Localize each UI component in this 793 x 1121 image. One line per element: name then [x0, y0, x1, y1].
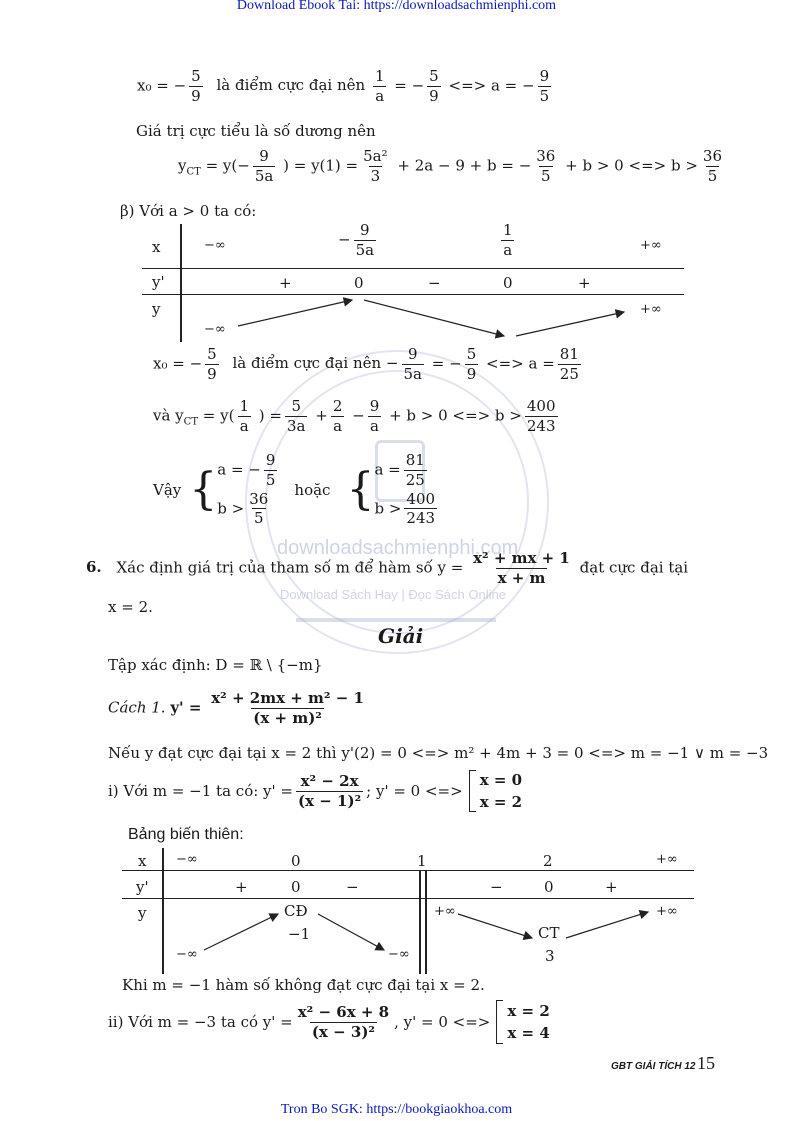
text: đạt cực đại tại — [579, 558, 689, 577]
numerator: x² − 6x + 8 — [297, 1002, 390, 1021]
y-min-value: 3 — [545, 947, 555, 965]
y-min-label: CT — [538, 924, 560, 942]
line-no-max: Khi m = −1 hàm số không đạt cực đại tại x = 2. — [122, 976, 485, 994]
text: ; y' = 0 <=> — [366, 782, 463, 800]
text: + b > 0 <=> b > — [389, 406, 522, 425]
text: hoặc — [294, 480, 331, 499]
text: y' = — [170, 698, 202, 717]
text: là điểm cực đại nên − — [232, 354, 399, 373]
watermark-site: downloadsachmienphi.com — [277, 537, 519, 559]
denominator: a — [503, 240, 513, 259]
text: a = — [374, 460, 401, 479]
numerator: 81 — [559, 345, 579, 363]
question-number: 6. — [86, 558, 102, 577]
numerator: 81 — [405, 451, 425, 469]
text: b > — [374, 498, 402, 517]
numerator: 9 — [265, 451, 276, 469]
text: = y(− — [205, 156, 250, 175]
denominator: x + m — [497, 568, 546, 587]
numerator: 36 — [249, 489, 269, 508]
denominator: 25 — [405, 470, 425, 489]
row-label-yprime: y' — [136, 878, 149, 896]
y-max-value: −1 — [288, 925, 311, 943]
text: , y' = 0 <=> — [394, 1013, 491, 1031]
text: ii) Với m = −3 ta có y' = — [108, 1013, 293, 1031]
numerator: 5 — [291, 397, 301, 415]
line-min-positive: Giá trị cực tiểu là số dương nên — [136, 122, 376, 140]
numerator: 400 — [406, 489, 436, 508]
denominator: 25 — [559, 364, 579, 383]
footer-book-title: GBT GIẢI TÍCH 12 — [611, 1061, 696, 1072]
question-6-cont: x = 2. — [108, 598, 153, 616]
numerator: 2 — [332, 397, 343, 415]
row-label-y: y — [152, 300, 161, 318]
arrow-decreasing — [458, 914, 532, 938]
watermark-tagline: Download Sách Hay | Đọc Sách Online — [280, 587, 506, 602]
text: = y( — [202, 406, 235, 425]
denominator: 5a — [355, 240, 375, 259]
numerator: 5 — [207, 345, 217, 363]
denominator: 9 — [429, 86, 439, 105]
system-brace: { — [346, 463, 375, 515]
numerator: 5 — [191, 67, 201, 85]
text: và y — [153, 406, 184, 425]
numerator: 9 — [407, 345, 418, 363]
text: b > — [217, 498, 245, 517]
numerator: 1 — [374, 67, 385, 85]
text: = − — [394, 76, 425, 95]
text: Xác định giá trị của tham số m để hàm số y = — [116, 558, 464, 577]
numerator: 36 — [536, 147, 556, 165]
x-minus-inf: −∞ — [204, 238, 226, 253]
x-plus-inf: +∞ — [640, 238, 662, 253]
denominator: 9 — [191, 86, 201, 105]
denominator: 9 — [466, 364, 477, 383]
line-table-title: Bảng biến thiên: — [128, 826, 244, 843]
denominator: 5 — [265, 470, 276, 489]
denominator: (x − 1)² — [297, 791, 362, 810]
header-link[interactable]: Download Ebook Tai: https://downloadsachmienphi.com — [236, 0, 557, 13]
y-minus-inf: −∞ — [388, 947, 410, 962]
yprime-sign: + — [578, 274, 591, 292]
yprime-zero: 0 — [544, 878, 554, 896]
subscript: CT — [183, 416, 198, 428]
arrow-increasing — [204, 914, 278, 950]
numerator: 5a² — [363, 147, 388, 165]
numerator: x² − 2x — [300, 771, 359, 790]
yprime-zero: 0 — [354, 274, 364, 292]
yprime-sign: + — [279, 274, 292, 292]
denominator: (x − 3)² — [311, 1022, 375, 1041]
yprime-zero: 0 — [291, 878, 301, 896]
system-brace: { — [189, 463, 218, 515]
x-value: 0 — [291, 852, 301, 870]
numerator: 36 — [702, 147, 723, 165]
numerator: 1 — [239, 397, 249, 415]
text: + 2a − 9 + b = − — [397, 156, 532, 175]
denominator: 5 — [707, 166, 718, 185]
x-plus-inf: +∞ — [656, 852, 678, 867]
denominator: 3a — [286, 416, 306, 435]
numerator: x² + 2mx + m² − 1 — [211, 689, 364, 707]
y-plus-inf: +∞ — [434, 904, 456, 919]
yprime-sign: + — [235, 878, 248, 896]
text: ) = y(1) = — [283, 156, 359, 175]
text: Vậy — [153, 480, 182, 499]
text: <=> a = − — [448, 76, 535, 95]
numerator: 1 — [503, 221, 513, 239]
solution-heading: Giải — [378, 624, 424, 648]
text: = − — [431, 354, 462, 373]
denominator: 3 — [370, 166, 381, 185]
y-plus-inf: +∞ — [640, 302, 662, 317]
text: x = 4 — [507, 1024, 550, 1042]
yprime-sign: + — [605, 878, 618, 896]
yprime-sign: − — [428, 274, 441, 292]
line-case-a-positive: β) Với a > 0 ta có: — [120, 202, 257, 220]
denominator: a — [239, 416, 249, 435]
text: y — [178, 156, 187, 175]
text: x₀ = − — [137, 76, 187, 95]
fraction — [296, 1004, 391, 1041]
yprime-zero: 0 — [503, 274, 513, 292]
text: là điểm cực đại nên — [216, 76, 366, 95]
numerator: 400 — [526, 397, 556, 415]
numerator: 9 — [259, 147, 269, 165]
numerator: 9 — [369, 397, 380, 415]
numerator: 9 — [360, 221, 370, 239]
text: Cách 1. — [108, 698, 166, 717]
bracket — [496, 1000, 503, 1044]
text: i) Với m = −1 ta có: y' = — [108, 782, 293, 800]
denominator: a — [370, 416, 379, 435]
text: + — [315, 406, 328, 425]
line-domain: Tập xác định: D = ℝ \ {−m} — [108, 656, 323, 674]
yprime-sign: − — [490, 878, 503, 896]
row-label-yprime: y' — [152, 273, 165, 291]
text: ) = — [258, 406, 282, 425]
numerator: 5 — [466, 345, 477, 363]
y-minus-inf: −∞ — [176, 947, 198, 962]
y-minus-inf: −∞ — [204, 322, 226, 337]
denominator: a — [333, 416, 343, 435]
denominator: (x + m)² — [253, 708, 322, 727]
yprime-sign: − — [346, 878, 359, 896]
row-label-x: x — [152, 238, 161, 256]
text: − — [352, 406, 365, 425]
numerator: 9 — [539, 67, 550, 85]
text: x₀ = − — [153, 354, 203, 373]
text: x = 2 — [479, 793, 523, 811]
y-max-label: CĐ — [284, 902, 308, 920]
denominator: 5 — [541, 166, 551, 185]
text: + b > 0 <=> b > — [565, 156, 698, 175]
text: a = − — [217, 460, 261, 479]
denominator: 5a — [254, 166, 274, 185]
denominator: 243 — [406, 509, 436, 528]
denominator: 5a — [403, 364, 422, 383]
arrow-increasing — [566, 912, 648, 938]
footer-link[interactable]: Tron Bo SGK: https://bookgiaokhoa.com — [280, 1102, 513, 1117]
arrow-decreasing — [318, 914, 384, 950]
row-label-x: x — [138, 852, 147, 870]
denominator: a — [375, 86, 385, 105]
x-minus-inf: −∞ — [176, 852, 198, 867]
subscript: CT — [186, 166, 201, 178]
denominator: 243 — [526, 416, 556, 435]
denominator: 5 — [253, 509, 264, 528]
x-value: 1 — [417, 852, 427, 870]
denominator: 5 — [539, 86, 550, 105]
text: <=> a = — [486, 354, 555, 373]
y-plus-inf: +∞ — [656, 904, 678, 919]
numerator: 5 — [429, 67, 439, 85]
text: − — [338, 230, 351, 249]
row-label-y: y — [138, 904, 147, 922]
line-case-m-minus-3 — [108, 1000, 550, 1044]
x-value: 2 — [543, 852, 553, 870]
numerator: x² + mx + 1 — [473, 549, 570, 567]
line-condition: Nếu y đạt cực đại tại x = 2 thì y'(2) = 0 <=> m² + 4m + 3 = 0 <=> m = −1 ∨ m = −3 — [108, 744, 769, 762]
text: x = 0 — [479, 771, 523, 789]
denominator: 9 — [207, 364, 217, 383]
page-number: 15 — [697, 1053, 715, 1073]
text: x = 2 — [507, 1002, 550, 1020]
